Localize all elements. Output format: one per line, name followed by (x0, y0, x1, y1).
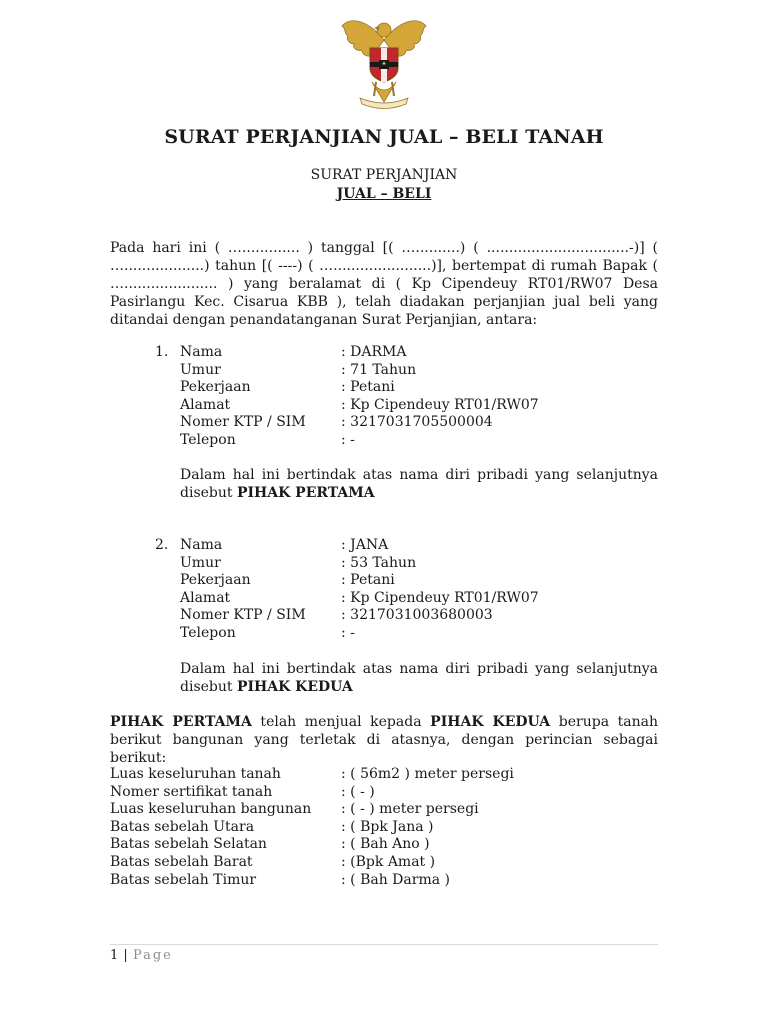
intro-paragraph: Pada hari ini ( …............. ) tanggal [( …..........) ( ................................-)] ( …..................) tahun [( ----) ( …......................)], bertempat di rumah Bapak ( …..................... ) yang beralamat di ( Kp Cipendeuy RT01/RW07 Desa Pasirlangu Kec. Cisarua KBB ), telah diadakan perjanjian jual beli yang ditandai dengan penandatanganan Surat Perjanjian, antara: (110, 240, 658, 328)
party-2-field-address: Alamat : Kp Cipendeuy RT01/RW07 (180, 589, 539, 606)
page-number: 1 (110, 948, 119, 963)
party-1-field-name: Nama : DARMA (180, 344, 407, 360)
subtitle-line-1: SURAT PERJANJIAN (310, 167, 458, 183)
party-1-role: PIHAK PERTAMA (236, 485, 375, 501)
seller-label: PIHAK PERTAMA (110, 714, 252, 730)
document-title: SURAT PERJANJIAN JUAL – BELI TANAH (164, 126, 604, 148)
footer-divider (110, 944, 658, 945)
party-2-field-age: Umur : 53 Tahun (180, 554, 417, 571)
party-2-note: Dalam hal ini bertindak atas nama diri pribadi yang selanjutnya disebut PIHAK KEDUA (180, 661, 658, 695)
property-row: Batas sebelah Barat : (Bpk Amat ) (110, 853, 436, 870)
subtitle-line-2: JUAL – BELI (336, 186, 432, 202)
party-2-field-id: Nomer KTP / SIM : 3217031003680003 (180, 607, 493, 624)
party-1-field-occupation: Pekerjaan : Petani (180, 379, 395, 396)
property-details (110, 766, 670, 889)
party-2-field-name: Nama : JANA (180, 537, 389, 553)
page-footer: 1 | Page (110, 948, 173, 963)
property-row: Luas keseluruhan tanah : ( 56m2 ) meter persegi (110, 766, 514, 782)
property-row: Batas sebelah Utara : ( Bpk Jana ) (110, 818, 434, 835)
party-2-role: PIHAK KEDUA (236, 679, 353, 695)
party-2-number: 2. (155, 537, 169, 553)
party-1-field-phone: Telepon : - (180, 431, 355, 448)
party-1-field-address: Alamat : Kp Cipendeuy RT01/RW07 (180, 396, 539, 413)
party-1-note: Dalam hal ini bertindak atas nama diri pribadi yang selanjutnya disebut PIHAK PERTAMA (180, 467, 658, 501)
property-row: Batas sebelah Selatan : ( Bah Ano ) (110, 836, 430, 853)
party-1-field-age: Umur : 71 Tahun (180, 361, 417, 378)
party-1-number: 1. (155, 344, 169, 360)
party-2-field-occupation: Pekerjaan : Petani (180, 572, 395, 589)
buyer-label: PIHAK KEDUA (430, 714, 551, 730)
page-label: Page (132, 948, 173, 963)
party-2-field-phone: Telepon : - (180, 624, 355, 641)
property-row: Batas sebelah Timur : ( Bah Darma ) (110, 871, 450, 888)
property-row: Luas keseluruhan bangunan : ( - ) meter persegi (110, 801, 479, 818)
party-1-field-id: Nomer KTP / SIM : 3217031705500004 (180, 414, 493, 431)
sale-statement: PIHAK PERTAMA telah menjual kepada PIHAK KEDUA berupa tanah berikut bangunan yang terletak di atasnya, dengan perincian sebagai berikut: (110, 714, 659, 766)
garuda-emblem-icon (338, 10, 430, 110)
document-subtitle (0, 166, 768, 204)
property-row: Nomer sertifikat tanah : ( - ) (110, 783, 375, 800)
